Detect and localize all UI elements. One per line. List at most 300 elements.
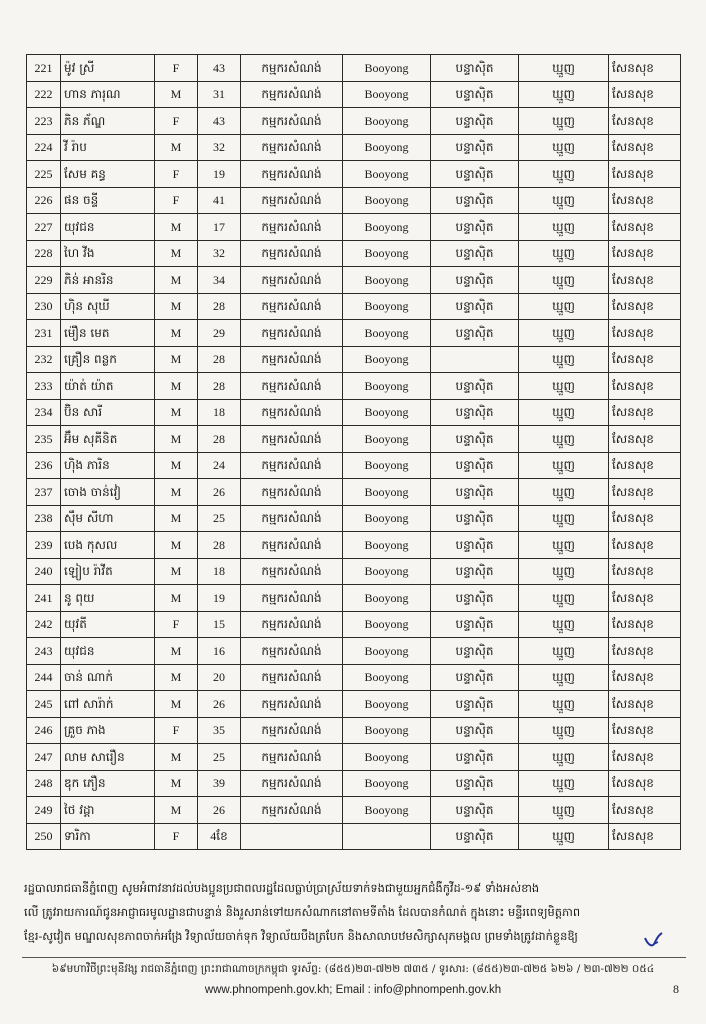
place-cell: បន្ទាស៊ិត	[431, 691, 519, 718]
occupation-cell: កម្មករសំណង់	[241, 638, 343, 665]
footer-address: ៦៩មហាវិថីព្រះមុនីវង្ស រាជធានីភ្នំពេញ ព្រះរាជាណាចក្រកម្ពុជា ទូរស័ព្ទ: (៨៥៥)២៣-៧២២ ៧៣៥ / ទូរសារ: (៨៥៥)២៣-៧២៥ ៦២៦ / ២៣-៧២២ ០៥៤	[51, 963, 655, 975]
occupation-cell: កម្មករសំណង់	[241, 108, 343, 135]
commune-cell: សែនសុខ	[609, 426, 681, 453]
row-number: 238	[27, 505, 61, 532]
commune-cell: សែនសុខ	[609, 240, 681, 267]
age-cell: 26	[198, 479, 241, 506]
row-number: 245	[27, 691, 61, 718]
district-cell: ឃ្មួញ	[519, 55, 609, 82]
occupation-cell: កម្មករសំណង់	[241, 585, 343, 612]
age-cell: 25	[198, 505, 241, 532]
commune-cell: សែនសុខ	[609, 558, 681, 585]
sex-cell: M	[155, 691, 198, 718]
occupation-cell: កម្មករសំណង់	[241, 240, 343, 267]
place-cell: បន្ទាស៊ិត	[431, 240, 519, 267]
sex-cell: M	[155, 664, 198, 691]
company-cell: Booyong	[343, 532, 431, 559]
place-cell: បន្ទាស៊ិត	[431, 558, 519, 585]
person-name: សែម គន្ធ	[61, 161, 155, 188]
district-cell: ឃ្មួញ	[519, 240, 609, 267]
occupation-cell: កម្មករសំណង់	[241, 81, 343, 108]
company-cell: Booyong	[343, 479, 431, 506]
occupation-cell: កម្មករសំណង់	[241, 770, 343, 797]
age-cell: 28	[198, 293, 241, 320]
row-number: 235	[27, 426, 61, 453]
company-cell: Booyong	[343, 585, 431, 612]
place-cell: បន្ទាស៊ិត	[431, 638, 519, 665]
occupation-cell: កម្មករសំណង់	[241, 717, 343, 744]
company-cell	[343, 823, 431, 850]
commune-cell: សែនសុខ	[609, 293, 681, 320]
sex-cell: M	[155, 399, 198, 426]
row-number: 244	[27, 664, 61, 691]
person-name: ហ៊ិង ភារិន	[61, 452, 155, 479]
sex-cell: F	[155, 161, 198, 188]
occupation-cell: កម្មករសំណង់	[241, 214, 343, 241]
commune-cell: សែនសុខ	[609, 55, 681, 82]
commune-cell: សែនសុខ	[609, 664, 681, 691]
occupation-cell: កម្មករសំណង់	[241, 558, 343, 585]
commune-cell: សែនសុខ	[609, 717, 681, 744]
table-row	[27, 479, 681, 506]
company-cell: Booyong	[343, 81, 431, 108]
row-number: 248	[27, 770, 61, 797]
place-cell: បន្ទាស៊ិត	[431, 214, 519, 241]
age-cell: 28	[198, 346, 241, 373]
place-cell: បន្ទាស៊ិត	[431, 532, 519, 559]
place-cell: បន្ទាស៊ិត	[431, 55, 519, 82]
company-cell: Booyong	[343, 346, 431, 373]
row-number: 250	[27, 823, 61, 850]
row-number: 239	[27, 532, 61, 559]
place-cell: បន្ទាស៊ិត	[431, 187, 519, 214]
commune-cell: សែនសុខ	[609, 161, 681, 188]
place-cell: បន្ទាស៊ិត	[431, 479, 519, 506]
row-number: 224	[27, 134, 61, 161]
commune-cell: សែនសុខ	[609, 346, 681, 373]
table-row	[27, 240, 681, 267]
table-row	[27, 823, 681, 850]
person-name: ភិន់ អានរិន	[61, 267, 155, 294]
commune-cell: សែនសុខ	[609, 187, 681, 214]
occupation-cell: កម្មករសំណង់	[241, 373, 343, 400]
table-body	[27, 55, 681, 850]
row-number: 233	[27, 373, 61, 400]
age-cell: 18	[198, 399, 241, 426]
district-cell: ឃ្មួញ	[519, 161, 609, 188]
place-cell: បន្ទាស៊ិត	[431, 161, 519, 188]
person-name: ហៃ វីង	[61, 240, 155, 267]
district-cell: ឃ្មួញ	[519, 479, 609, 506]
place-cell: បន្ទាស៊ិត	[431, 293, 519, 320]
table-row	[27, 81, 681, 108]
district-cell: ឃ្មួញ	[519, 638, 609, 665]
age-cell: 43	[198, 55, 241, 82]
age-cell: 28	[198, 426, 241, 453]
sex-cell: M	[155, 134, 198, 161]
table-row	[27, 187, 681, 214]
place-cell: បន្ទាស៊ិត	[431, 611, 519, 638]
company-cell: Booyong	[343, 320, 431, 347]
row-number: 230	[27, 293, 61, 320]
company-cell: Booyong	[343, 240, 431, 267]
sex-cell: M	[155, 426, 198, 453]
sex-cell: M	[155, 744, 198, 771]
announcement-text	[24, 876, 684, 948]
person-name: លាម សារឿន	[61, 744, 155, 771]
company-cell: Booyong	[343, 161, 431, 188]
occupation-cell: កម្មករសំណង់	[241, 55, 343, 82]
person-name: ទារិកា	[61, 823, 155, 850]
sex-cell: M	[155, 267, 198, 294]
age-cell: 15	[198, 611, 241, 638]
district-cell: ឃ្មួញ	[519, 81, 609, 108]
sex-cell: M	[155, 638, 198, 665]
district-cell: ឃ្មួញ	[519, 214, 609, 241]
age-cell: 19	[198, 585, 241, 612]
table-row	[27, 558, 681, 585]
commune-cell: សែនសុខ	[609, 744, 681, 771]
place-cell: បន្ទាស៊ិត	[431, 505, 519, 532]
sex-cell: M	[155, 320, 198, 347]
company-cell: Booyong	[343, 426, 431, 453]
district-cell: ឃ្មួញ	[519, 532, 609, 559]
sex-cell: F	[155, 55, 198, 82]
row-number: 247	[27, 744, 61, 771]
district-cell: ឃ្មួញ	[519, 505, 609, 532]
company-cell: Booyong	[343, 691, 431, 718]
person-name: វី រ៉ាប	[61, 134, 155, 161]
company-cell: Booyong	[343, 187, 431, 214]
age-cell: 26	[198, 691, 241, 718]
sex-cell: M	[155, 585, 198, 612]
age-cell: 18	[198, 558, 241, 585]
district-cell: ឃ្មួញ	[519, 558, 609, 585]
person-name: ចោង ចាន់វៀ	[61, 479, 155, 506]
age-cell: 31	[198, 81, 241, 108]
occupation-cell: កម្មករសំណង់	[241, 505, 343, 532]
company-cell: Booyong	[343, 638, 431, 665]
commune-cell: សែនសុខ	[609, 532, 681, 559]
row-number: 249	[27, 797, 61, 824]
district-cell: ឃ្មួញ	[519, 797, 609, 824]
occupation-cell: កម្មករសំណង់	[241, 532, 343, 559]
sex-cell: M	[155, 479, 198, 506]
sex-cell: M	[155, 532, 198, 559]
place-cell: បន្ទាស៊ិត	[431, 426, 519, 453]
age-cell: 26	[198, 797, 241, 824]
table-row	[27, 452, 681, 479]
commune-cell: សែនសុខ	[609, 81, 681, 108]
age-cell: 34	[198, 267, 241, 294]
occupation-cell: កម្មករសំណង់	[241, 797, 343, 824]
person-name: ថៃ វដ្តា	[61, 797, 155, 824]
sex-cell: F	[155, 108, 198, 135]
commune-cell: សែនសុខ	[609, 638, 681, 665]
table-row	[27, 426, 681, 453]
commune-cell: សែនសុខ	[609, 823, 681, 850]
place-cell: បន្ទាស៊ិត	[431, 664, 519, 691]
age-cell: 28	[198, 373, 241, 400]
occupation-cell: កម្មករសំណង់	[241, 346, 343, 373]
district-cell: ឃ្មួញ	[519, 399, 609, 426]
person-name: ម៉ូវ ស្រី	[61, 55, 155, 82]
occupation-cell: កម្មករសំណង់	[241, 187, 343, 214]
place-cell: បន្ទាស៊ិត	[431, 108, 519, 135]
district-cell: ឃ្មួញ	[519, 187, 609, 214]
row-number: 234	[27, 399, 61, 426]
age-cell: 17	[198, 214, 241, 241]
person-name: គ្រឿន ពន្លក	[61, 346, 155, 373]
table-row	[27, 399, 681, 426]
district-cell: ឃ្មួញ	[519, 267, 609, 294]
commune-cell: សែនសុខ	[609, 108, 681, 135]
commune-cell: សែនសុខ	[609, 452, 681, 479]
occupation-cell: កម្មករសំណង់	[241, 320, 343, 347]
person-name: ម៉ឿន មេត	[61, 320, 155, 347]
age-cell: 24	[198, 452, 241, 479]
district-cell: ឃ្មួញ	[519, 426, 609, 453]
district-cell: ឃ្មួញ	[519, 134, 609, 161]
row-number: 232	[27, 346, 61, 373]
sex-cell: M	[155, 240, 198, 267]
row-number: 246	[27, 717, 61, 744]
district-cell: ឃ្មួញ	[519, 452, 609, 479]
sex-cell: M	[155, 558, 198, 585]
occupation-cell: កម្មករសំណង់	[241, 426, 343, 453]
table-row	[27, 585, 681, 612]
commune-cell: សែនសុខ	[609, 399, 681, 426]
company-cell: Booyong	[343, 744, 431, 771]
district-cell: ឃ្មួញ	[519, 744, 609, 771]
person-name: យុវតី	[61, 611, 155, 638]
place-cell: បន្ទាស៊ិត	[431, 399, 519, 426]
row-number: 222	[27, 81, 61, 108]
occupation-cell: កម្មករសំណង់	[241, 611, 343, 638]
row-number: 229	[27, 267, 61, 294]
commune-cell: សែនសុខ	[609, 373, 681, 400]
commune-cell: សែនសុខ	[609, 585, 681, 612]
district-cell: ឃ្មួញ	[519, 108, 609, 135]
company-cell: Booyong	[343, 505, 431, 532]
occupation-cell: កម្មករសំណង់	[241, 134, 343, 161]
occupation-cell: កម្មករសំណង់	[241, 399, 343, 426]
row-number: 221	[27, 55, 61, 82]
place-cell: បន្ទាស៊ិត	[431, 823, 519, 850]
person-name: ចាន់ ណាក់	[61, 664, 155, 691]
commune-cell: សែនសុខ	[609, 770, 681, 797]
age-cell: 29	[198, 320, 241, 347]
district-cell: ឃ្មួញ	[519, 770, 609, 797]
sex-cell: M	[155, 452, 198, 479]
row-number: 243	[27, 638, 61, 665]
table-row	[27, 691, 681, 718]
person-name: ស៊ឹម សីហា	[61, 505, 155, 532]
row-number: 226	[27, 187, 61, 214]
age-cell: 41	[198, 187, 241, 214]
table-row	[27, 505, 681, 532]
table-row	[27, 373, 681, 400]
occupation-cell: កម្មករសំណង់	[241, 452, 343, 479]
table-row	[27, 55, 681, 82]
person-name: ហាន ភារុណ	[61, 81, 155, 108]
sex-cell: M	[155, 293, 198, 320]
occupation-cell: កម្មករសំណង់	[241, 479, 343, 506]
table-row	[27, 320, 681, 347]
sex-cell: M	[155, 373, 198, 400]
table-row	[27, 611, 681, 638]
row-number: 237	[27, 479, 61, 506]
sex-cell: M	[155, 770, 198, 797]
occupation-cell: កម្មករសំណង់	[241, 293, 343, 320]
occupation-cell: កម្មករសំណង់	[241, 161, 343, 188]
person-name: ពៅ សារ៉ាក់	[61, 691, 155, 718]
company-cell: Booyong	[343, 214, 431, 241]
district-cell: ឃ្មួញ	[519, 823, 609, 850]
district-cell: ឃ្មួញ	[519, 611, 609, 638]
row-number: 227	[27, 214, 61, 241]
commune-cell: សែនសុខ	[609, 505, 681, 532]
occupation-cell: កម្មករសំណង់	[241, 744, 343, 771]
age-cell: 39	[198, 770, 241, 797]
company-cell: Booyong	[343, 108, 431, 135]
commune-cell: សែនសុខ	[609, 320, 681, 347]
place-cell: បន្ទាស៊ិត	[431, 744, 519, 771]
district-cell: ឃ្មួញ	[519, 346, 609, 373]
place-cell: បន្ទាស៊ិត	[431, 134, 519, 161]
page-number: 8	[673, 982, 679, 996]
person-name: បេង កុសល	[61, 532, 155, 559]
district-cell: ឃ្មួញ	[519, 373, 609, 400]
age-cell: 20	[198, 664, 241, 691]
company-cell: Booyong	[343, 452, 431, 479]
table-row	[27, 770, 681, 797]
signature-mark-icon	[642, 930, 666, 950]
company-cell: Booyong	[343, 55, 431, 82]
sex-cell: F	[155, 823, 198, 850]
age-cell: 32	[198, 240, 241, 267]
commune-cell: សែនសុខ	[609, 611, 681, 638]
footer-contact: www.phnompenh.gov.kh; Email : info@phnompenh.gov.kh	[204, 984, 502, 996]
person-name: យុវជន	[61, 638, 155, 665]
footer-divider	[22, 957, 686, 958]
company-cell: Booyong	[343, 558, 431, 585]
announcement-line: ខ្មែរ-សូវៀត មណ្ឌលសុខភាពចាក់អង្រែ វិទ្យាល័យចាក់ទុក វិទ្យាល័យបឹងត្របែក និងសាលាបឋមសិក្សាសុភមង្គល ព្រមទាំងត្រូវដាក់ខ្លួនឱ្យ	[24, 929, 578, 943]
age-cell: 25	[198, 744, 241, 771]
company-cell: Booyong	[343, 373, 431, 400]
table-row	[27, 214, 681, 241]
commune-cell: សែនសុខ	[609, 214, 681, 241]
place-cell: បន្ទាស៊ិត	[431, 320, 519, 347]
district-cell: ឃ្មួញ	[519, 320, 609, 347]
district-cell: ឃ្មួញ	[519, 293, 609, 320]
announcement-line: លើ ត្រូវរាយការណ៍ជូនអាជ្ញាធរមូលដ្ឋានជាបន្ទាន់ និងរួសរាន់ទៅយកសំណាកនៅតាមទីតាំង ដែលបានកំណត់ ក្នុងនោះ មន្ទីរពេទ្យមិត្តភាព	[24, 905, 581, 919]
sex-cell: M	[155, 346, 198, 373]
sex-cell: F	[155, 187, 198, 214]
person-name: ផន ចន្ទី	[61, 187, 155, 214]
company-cell: Booyong	[343, 267, 431, 294]
person-name: អ៊ឹម សុគីនិត	[61, 426, 155, 453]
person-name: ភិន ភ័ណ្ឌ	[61, 108, 155, 135]
table-row	[27, 664, 681, 691]
row-number: 240	[27, 558, 61, 585]
sex-cell: M	[155, 505, 198, 532]
table-row	[27, 797, 681, 824]
row-number: 242	[27, 611, 61, 638]
occupation-cell	[241, 823, 343, 850]
commune-cell: សែនសុខ	[609, 479, 681, 506]
case-list-table	[26, 54, 681, 850]
place-cell: បន្ទាស៊ិត	[431, 452, 519, 479]
company-cell: Booyong	[343, 770, 431, 797]
place-cell: បន្ទាស៊ិត	[431, 373, 519, 400]
commune-cell: សែនសុខ	[609, 797, 681, 824]
occupation-cell: កម្មករសំណង់	[241, 691, 343, 718]
commune-cell: សែនសុខ	[609, 134, 681, 161]
age-cell: 43	[198, 108, 241, 135]
person-name: ប៊ិន សារី	[61, 399, 155, 426]
commune-cell: សែនសុខ	[609, 691, 681, 718]
district-cell: ឃ្មួញ	[519, 691, 609, 718]
place-cell: បន្ទាស៊ិត	[431, 585, 519, 612]
district-cell: ឃ្មួញ	[519, 585, 609, 612]
company-cell: Booyong	[343, 293, 431, 320]
sex-cell: M	[155, 81, 198, 108]
occupation-cell: កម្មករសំណង់	[241, 664, 343, 691]
table-row	[27, 346, 681, 373]
age-cell: 35	[198, 717, 241, 744]
occupation-cell: កម្មករសំណង់	[241, 267, 343, 294]
row-number: 236	[27, 452, 61, 479]
age-cell: 4ខែ	[198, 823, 241, 850]
announcement-line: រដ្ឋបាលរាជធានីភ្នំពេញ សូមអំពាវនាវដល់បងប្អូនប្រជាពលរដ្ឋដែលធ្លាប់ប្រាស្រ័យទាក់ទងជាមួយអ្នកជំងឺកូវីដ-១៩ ទាំងអស់ខាង	[24, 881, 540, 895]
age-cell: 19	[198, 161, 241, 188]
age-cell: 28	[198, 532, 241, 559]
district-cell: ឃ្មួញ	[519, 664, 609, 691]
age-cell: 16	[198, 638, 241, 665]
table-row	[27, 638, 681, 665]
person-name: ឌុក ភឿន	[61, 770, 155, 797]
sex-cell: F	[155, 611, 198, 638]
place-cell: បន្ទាស៊ិត	[431, 770, 519, 797]
commune-cell: សែនសុខ	[609, 267, 681, 294]
table-row	[27, 108, 681, 135]
row-number: 231	[27, 320, 61, 347]
sex-cell: M	[155, 214, 198, 241]
table-row	[27, 161, 681, 188]
company-cell: Booyong	[343, 797, 431, 824]
table-row	[27, 267, 681, 294]
company-cell: Booyong	[343, 664, 431, 691]
table-row	[27, 293, 681, 320]
row-number: 223	[27, 108, 61, 135]
place-cell	[431, 346, 519, 373]
sex-cell: F	[155, 717, 198, 744]
company-cell: Booyong	[343, 717, 431, 744]
person-name: ហ៊ិន សុឃី	[61, 293, 155, 320]
person-name: នូ ពុយ	[61, 585, 155, 612]
table-row	[27, 532, 681, 559]
place-cell: បន្ទាស៊ិត	[431, 717, 519, 744]
person-name: យ៉ាត់ យ៉ាត	[61, 373, 155, 400]
company-cell: Booyong	[343, 399, 431, 426]
age-cell: 32	[198, 134, 241, 161]
table-row	[27, 134, 681, 161]
person-name: ឡៀប រ៉ាវីត	[61, 558, 155, 585]
table-row	[27, 744, 681, 771]
place-cell: បន្ទាស៊ិត	[431, 797, 519, 824]
place-cell: បន្ទាស៊ិត	[431, 81, 519, 108]
